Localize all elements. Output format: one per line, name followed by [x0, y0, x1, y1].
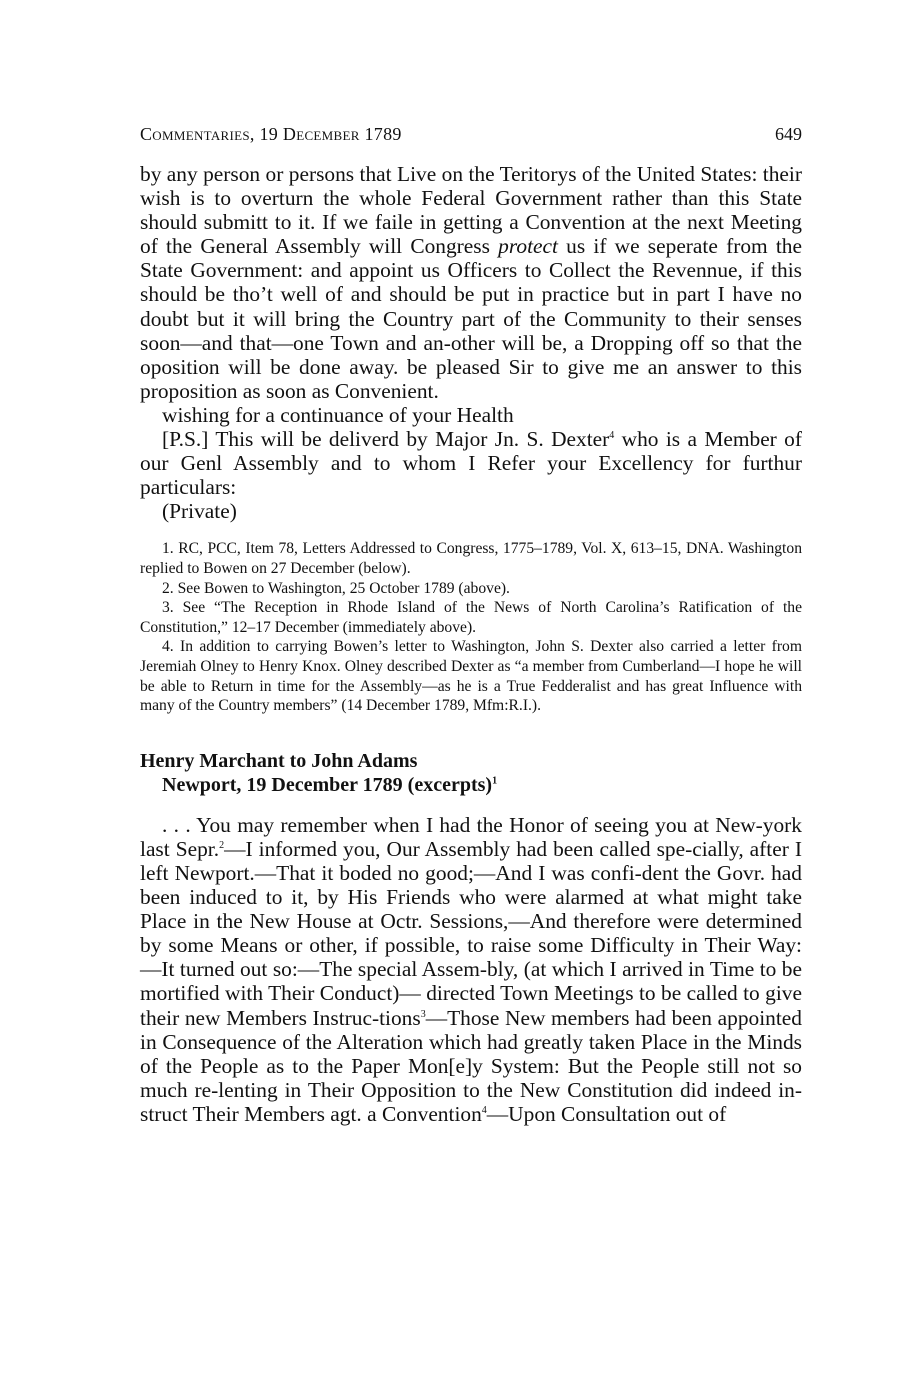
footnote-ref-2: 2 [219, 839, 225, 851]
letter-paragraph: . . . You may remember when I had the Honor of seeing you at New-york last Sepr.$^2$—I informed you, Our Assembly had been called spe-cially, after I left Newport.—That it boded no good;—And I was confi-dent the Govr. had been induced to it, by His Friends who were alarmed at what might take Place in the New House at Octr. Sessions,—And therefore were determined by some Means or other, if possible, to raise some Difficulty in Their Way:—It turned out so:—The special Assem-bly, (at which I arrived in Time to be mortified with Their Conduct)— directed Town Meetings to be called to give their new Members Instruc-tions$^3$—Those New members had been appointed in Consequence of the Alteration which had greatly taken Place in the Minds of the People as to the Paper Mon[e]y System: But the People still not so much re-lenting in Their Opposition to the New Constitution did indeed in-struct Their Members agt. a Convention$^4$—Upon Consultation out of [140, 812, 803, 1126]
letter-continuation [140, 162, 802, 523]
postscript: [P.S.] This will be deliverd by Major Jn. S. Dexter$^4$ who is a Member of our Genl Assembly and to whom I Refer your Excellency for furthur particulars: [140, 427, 802, 500]
letter-closing: wishing for a continuance of your Health [162, 402, 514, 427]
footnotes [140, 539, 802, 715]
footnote: 4. In addition to carrying Bowen’s letter to Washington, John S. Dexter also carried a letter from Jeremiah Olney to Henry Knox. Olney described Dexter as “a member from Cumberland—I hope he will be able to Return in time for the Assembly—as he is a True Fedderalist and has great Influence with many of the Country members” (14 December 1789, Mfm:R.I.). [140, 638, 802, 715]
document-title: Henry Marchant to John Adams [140, 749, 418, 772]
document-place-date: Newport, 19 December 1789 (excerpts)$^1$ [162, 773, 498, 796]
running-head [140, 124, 802, 162]
letter-paragraph: by any person or persons that Live on the Teritorys of the United States: their wish is to overturn the whole Federal Government rather than this State should submitt to it. If we faile in getting a Convention at the next Meeting of the General Assembly will Congress protect us if we seperate from the State Government: and appoint us Officers to Collect the Revennue, if this should be tho’t well of and should be put in practice but in part I have no doubt but it will bring the Country part of the Community to their senses soon—and that—one Town and an-other will be, a Dropping off so that the oposition will be done away. be pleased Sir to give me an answer to this proposition as soon as Convenient. [140, 162, 802, 403]
page-number: 649 [775, 124, 802, 144]
footnote-ref-1: 1 [492, 775, 498, 787]
running-head-title: Commentaries, 19 December 1789 [140, 124, 402, 144]
private-note: (Private) [162, 499, 237, 524]
footnote-ref-4: 4 [481, 1104, 487, 1116]
marchant-letter [140, 813, 802, 1126]
footnote: 1. RC, PCC, Item 78, Letters Addressed to Congress, 1775–1789, Vol. X, 613–15, DNA. Washington replied to Bowen on 27 December (below). [140, 540, 802, 577]
emphasis-protect: protect [498, 234, 558, 259]
footnote: 2. See Bowen to Washington, 25 October 1789 (above). [162, 579, 510, 597]
footnote-ref-4: 4 [609, 429, 615, 441]
book-page [140, 124, 802, 1126]
footnote-ref-3: 3 [420, 1008, 426, 1020]
footnote: 3. See “The Reception in Rhode Island of the News of North Carolina’s Ratification of the Constitution,” 12–17 December (immediately above). [140, 599, 802, 636]
document-heading [140, 749, 802, 797]
